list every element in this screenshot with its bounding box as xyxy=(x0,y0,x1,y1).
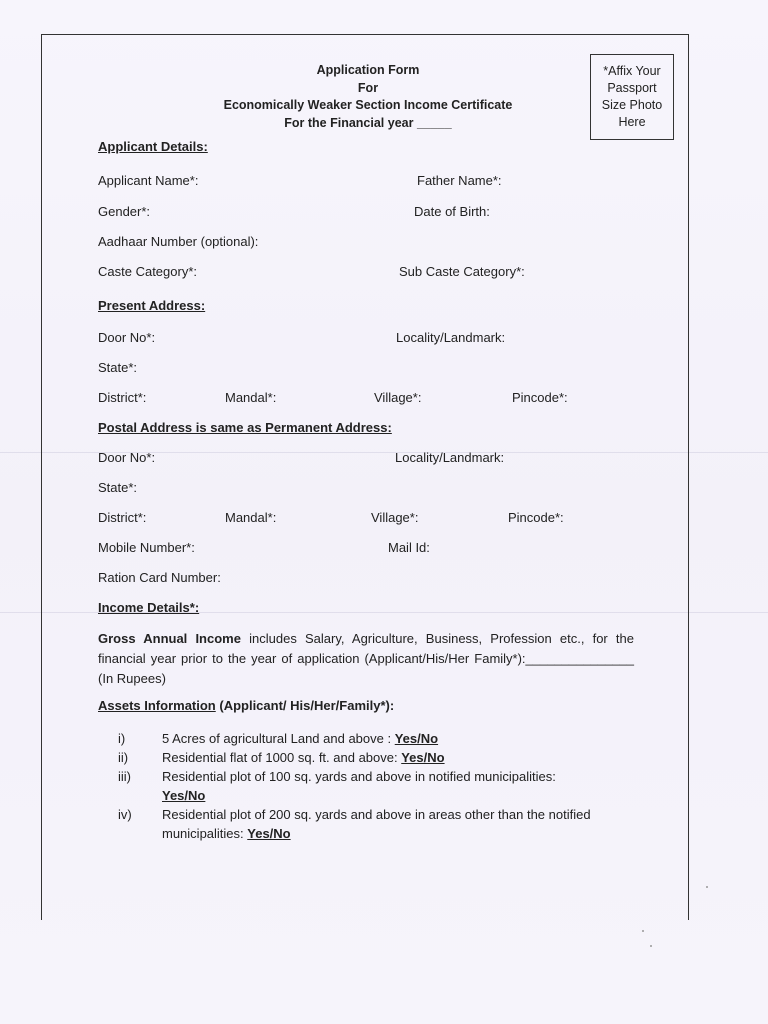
form-border-left xyxy=(41,34,42,920)
asset-item-text: Residential plot of 100 sq. yards and above in notified municipalities: xyxy=(162,769,556,784)
photo-box-line-3: Size Photo xyxy=(601,98,663,112)
sub-caste-label: Sub Caste Category*: xyxy=(399,264,525,279)
ration-card-label: Ration Card Number: xyxy=(98,570,221,585)
asset-item-number: iv) xyxy=(118,807,132,822)
present-village-label: Village*: xyxy=(374,390,422,405)
title-line-4: For the Financial year _____ xyxy=(284,115,452,130)
applicant-name-label: Applicant Name*: xyxy=(98,173,199,188)
postal-door-label: Door No*: xyxy=(98,450,156,465)
asset-item xyxy=(118,767,618,805)
present-locality-label: Locality/Landmark: xyxy=(396,330,506,345)
photo-box-line-2: Passport xyxy=(607,81,657,95)
form-title xyxy=(190,62,546,132)
caste-label: Caste Category*: xyxy=(98,264,197,279)
yes-no-option: Yes/No xyxy=(162,788,206,803)
present-door-label: Door No*: xyxy=(98,330,156,345)
present-pincode-label: Pincode*: xyxy=(512,390,568,405)
paper-speck xyxy=(642,930,644,932)
present-state-label: State*: xyxy=(98,360,138,375)
postal-pincode-label: Pincode*: xyxy=(508,510,564,525)
form-border-right xyxy=(688,34,689,920)
yes-no-option: Yes/No xyxy=(401,750,445,765)
postal-locality-label: Locality/Landmark: xyxy=(395,450,505,465)
mobile-number-label: Mobile Number*: xyxy=(98,540,195,555)
asset-item-number: i) xyxy=(118,731,126,746)
asset-item-text: Residential flat of 1000 sq. ft. and above: xyxy=(162,750,402,765)
assets-heading xyxy=(98,698,394,713)
income-details-heading: Income Details*: xyxy=(98,600,200,615)
postal-address-heading: Postal Address is same as Permanent Address: xyxy=(98,420,392,435)
paper-speck xyxy=(706,886,708,888)
paper-speck xyxy=(650,945,652,947)
father-name-label: Father Name*: xyxy=(417,173,502,188)
title-line-2: For xyxy=(357,80,379,95)
photo-box-line-1: *Affix Your xyxy=(603,64,661,78)
mail-id-label: Mail Id: xyxy=(388,540,430,555)
present-address-heading: Present Address: xyxy=(98,298,206,313)
title-line-1: Application Form xyxy=(316,63,420,77)
present-district-label: District*: xyxy=(98,390,147,405)
gross-income-text: includes Salary, Agriculture, Business, Profession etc., for the financial year prior to the year of application (Applicant/His/Her Family*):_______________ (In Rupees) xyxy=(98,631,634,686)
form-border-top xyxy=(41,34,689,35)
assets-heading-rest: (Applicant/ His/Her/Family*): xyxy=(215,698,395,713)
asset-item xyxy=(118,748,618,767)
title-line-3: Economically Weaker Section Income Certificate xyxy=(223,98,513,112)
postal-state-label: State*: xyxy=(98,480,138,495)
gender-label: Gender*: xyxy=(98,204,151,219)
gross-income-bold: Gross Annual Income xyxy=(98,631,241,646)
postal-village-label: Village*: xyxy=(371,510,419,525)
dob-label: Date of Birth: xyxy=(414,204,490,219)
postal-mandal-label: Mandal*: xyxy=(225,510,277,525)
asset-item xyxy=(118,805,618,843)
gross-income-paragraph xyxy=(98,629,634,689)
applicant-details-heading: Applicant Details: xyxy=(98,139,208,154)
asset-item-text: Residential plot of 200 sq. yards and above in areas other than the notified municipalities: xyxy=(162,807,591,841)
postal-district-label: District*: xyxy=(98,510,147,525)
asset-item-text: 5 Acres of agricultural Land and above : xyxy=(162,731,395,746)
passport-photo-box xyxy=(590,54,674,140)
asset-item-number: ii) xyxy=(118,750,129,765)
present-mandal-label: Mandal*: xyxy=(225,390,277,405)
asset-item xyxy=(118,729,618,748)
aadhaar-label: Aadhaar Number (optional): xyxy=(98,234,259,249)
assets-heading-underlined: Assets Information xyxy=(98,698,216,713)
asset-item-number: iii) xyxy=(118,769,131,784)
photo-box-line-4: Here xyxy=(618,115,646,129)
yes-no-option: Yes/No xyxy=(247,826,291,841)
yes-no-option: Yes/No xyxy=(394,731,439,746)
